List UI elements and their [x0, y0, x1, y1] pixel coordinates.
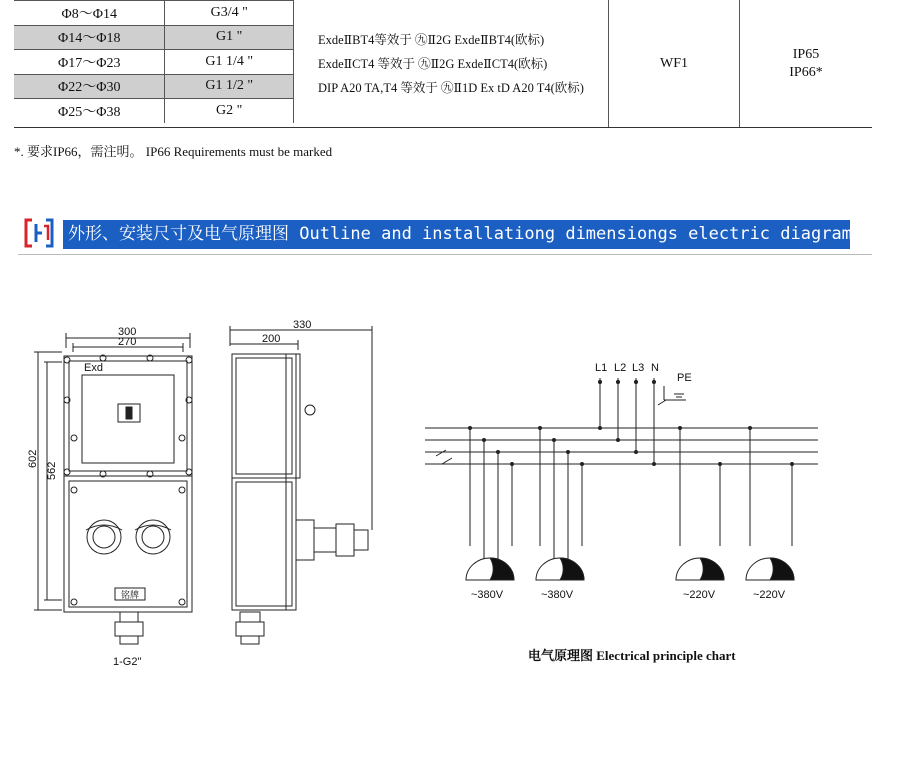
- cable-size-row: [14, 25, 294, 50]
- line-label-n: N: [651, 362, 659, 374]
- cable-diameter-cell: Φ22～Φ30: [14, 74, 165, 99]
- cable-diameter-cell: Φ8～Φ14: [14, 1, 165, 26]
- dim-front-width-outer: 300: [118, 326, 137, 338]
- explosion-mark-1: ExdeⅡBT4等效于 ㊈Ⅱ2G ExdeⅡBT4(欧标): [318, 33, 545, 47]
- wf-cell: WF1: [609, 0, 740, 128]
- section-divider: [18, 254, 872, 255]
- pe-label: PE: [677, 372, 692, 384]
- explosion-marks-cell: [294, 0, 609, 128]
- cable-size-row: [14, 74, 294, 99]
- table-bottom-rule: [14, 127, 872, 128]
- thread-size-cell: G1 1/4 ": [165, 50, 294, 75]
- circuit-diagram: [425, 362, 818, 601]
- ip-rating-2: IP66*: [789, 65, 823, 80]
- thread-size-cell: G2 ": [165, 99, 294, 123]
- ip-rating-1: IP65: [792, 47, 820, 62]
- thread-size-cell: G1 1/2 ": [165, 74, 294, 99]
- line-label-l3: L3: [632, 362, 645, 374]
- socket-voltage-2: ~380V: [541, 589, 574, 601]
- socket-voltage-4: ~220V: [753, 589, 786, 601]
- circuit-caption: 电气原理图 Electrical principle chart: [528, 648, 736, 663]
- section-title-banner: 外形、安装尺寸及电气原理图 Outline and installationg dimensiongs electric diagrams: [63, 220, 850, 249]
- cable-diameter-cell: Φ17～Φ23: [14, 50, 165, 75]
- front-view: [27, 326, 192, 668]
- thread-size-cell: G1 ": [165, 25, 294, 50]
- explosion-mark-3: DIP A20 TA,T4 等效于 ㊈Ⅱ1D Ex tD A20 T4(欧标): [318, 81, 584, 95]
- ip66-note: *. 要求IP66，需注明。 IP66 Requirements must be marked: [14, 144, 333, 159]
- cable-size-row: [14, 99, 294, 123]
- exd-label: Exd: [84, 362, 103, 374]
- side-view: [230, 319, 372, 644]
- explosion-mark-2: ExdeⅡCT4 等效于 ㊈Ⅱ2G ExdeⅡCT4(欧标): [318, 57, 548, 71]
- nameplate-label: 铭牌: [121, 591, 140, 601]
- dim-front-height-inner: 562: [46, 461, 58, 480]
- dim-front-width-inner: 270: [118, 336, 137, 348]
- cable-size-row: [14, 1, 294, 26]
- dim-side-depth-inner: 200: [262, 333, 281, 345]
- cable-size-row: [14, 50, 294, 75]
- outline-and-circuit-drawing: [0, 300, 900, 680]
- socket-voltage-3: ~220V: [683, 589, 716, 601]
- gland-label: 1-G2": [113, 656, 142, 668]
- brand-logo-icon: [22, 216, 56, 250]
- cable-diameter-cell: Φ25～Φ38: [14, 99, 165, 123]
- cable-diameter-cell: Φ14～Φ18: [14, 25, 165, 50]
- dim-front-height-outer: 602: [27, 449, 39, 468]
- socket-symbol-3: [676, 558, 724, 580]
- thread-size-cell: G3/4 ": [165, 1, 294, 26]
- socket-voltage-1: ~380V: [471, 589, 504, 601]
- line-label-l1: L1: [595, 362, 608, 374]
- socket-symbol-2: [536, 558, 584, 580]
- ip-cell: [740, 0, 872, 128]
- line-label-l2: L2: [614, 362, 627, 374]
- spec-table: [0, 0, 872, 128]
- socket-symbol-1: [466, 558, 514, 580]
- dim-side-depth-outer: 330: [293, 319, 312, 331]
- cable-size-table: [14, 0, 294, 123]
- socket-symbol-4: [746, 558, 794, 580]
